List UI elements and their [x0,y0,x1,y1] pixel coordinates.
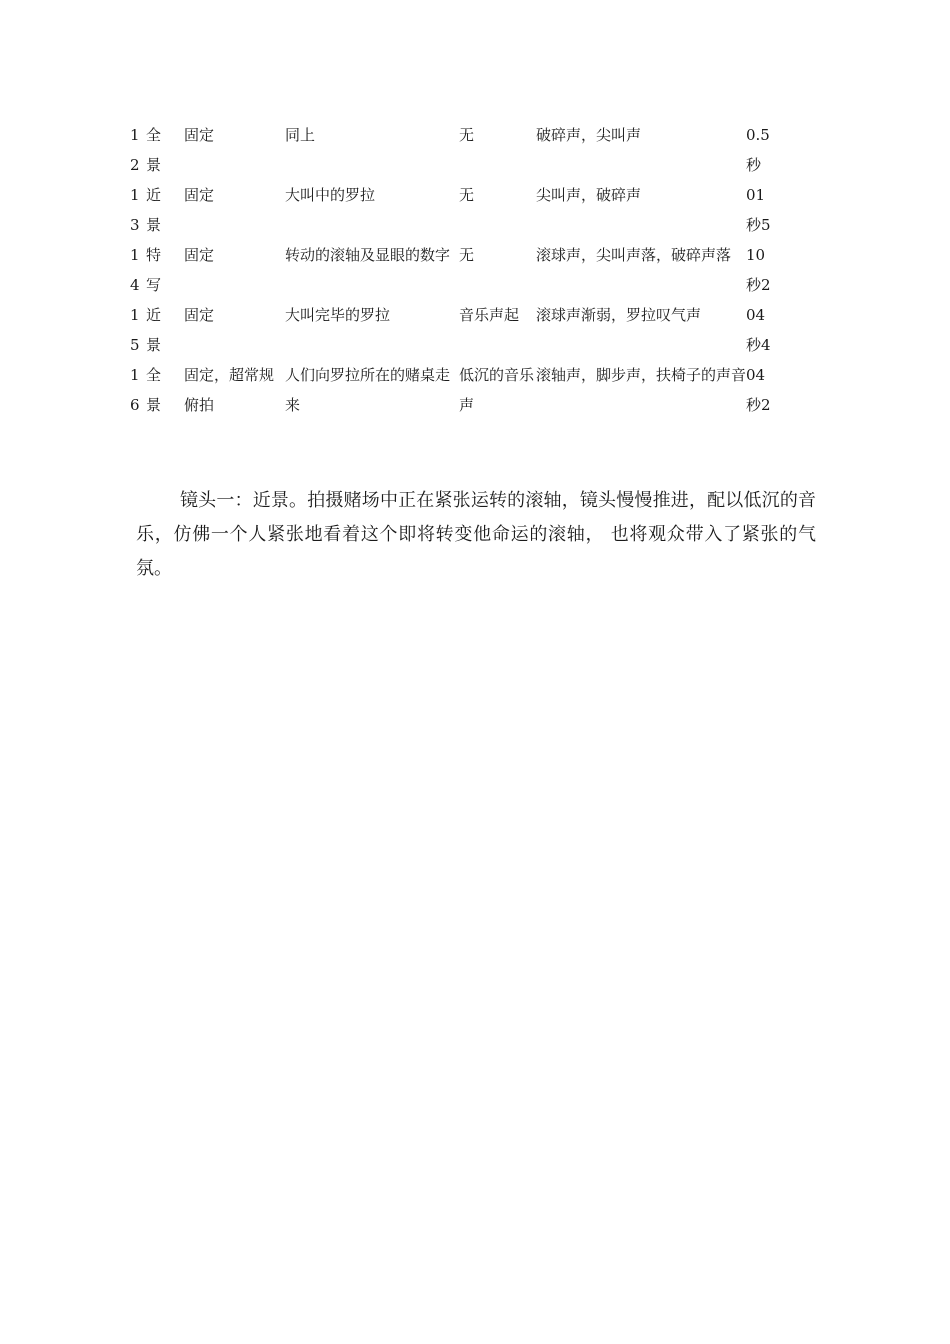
music-cell: 低沉的音乐声 [459,366,535,414]
camera-movement-cell: 固定，超常规俯拍 [184,366,275,414]
duration-cell: 0.5秒 [746,126,770,174]
sound-cell: 滚球声，尖叫声落，破碎声落 [536,246,732,264]
shot-content-cell: 转动的滚轴及显眼的数字 [285,246,451,264]
camera-movement-cell: 固定 [184,126,215,144]
camera-movement-cell: 固定 [184,186,215,204]
duration-cell: 10秒2 [746,246,771,294]
shot-number-cell: 12 [130,126,140,174]
sound-cell: 滚轴声，脚步声，扶椅子的声音 [536,366,746,384]
shot-content-cell: 大叫完毕的罗拉 [285,306,391,324]
sound-cell: 滚球声渐弱，罗拉叹气声 [536,306,702,324]
sound-cell: 破碎声，尖叫声 [536,126,642,144]
shot-number-cell: 13 [130,186,140,234]
shot-content-cell: 同上 [285,126,316,144]
camera-movement-cell: 固定 [184,246,215,264]
shot-size-cell: 近景 [146,186,162,234]
shot-description-paragraph: 镜头一：近景。拍摄赌场中正在紧张运转的滚轴，镜头慢慢推进，配以低沉的音乐，仿佛一个人紧张地看着这个即将转变他命运的滚轴， 也将观众带入了紧张的气氛。 [136,490,816,579]
table-row [130,180,790,240]
shot-number-cell: 14 [130,246,140,294]
music-cell: 音乐声起 [459,306,520,324]
shot-number-cell: 15 [130,306,140,354]
shot-size-cell: 全景 [146,366,162,414]
table-row [130,360,790,420]
duration-cell: 01秒5 [746,186,771,234]
shot-content-cell: 人们向罗拉所在的赌桌走来 [285,366,451,414]
shot-content-cell: 大叫中的罗拉 [285,186,376,204]
shot-size-cell: 近景 [146,306,162,354]
shot-list-table [130,120,790,420]
duration-cell: 04秒2 [746,366,771,414]
shot-size-cell: 全景 [146,126,162,174]
music-cell: 无 [459,126,475,144]
table-row [130,120,790,180]
camera-movement-cell: 固定 [184,306,215,324]
shot-number-cell: 16 [130,366,140,414]
duration-cell: 04秒4 [746,306,771,354]
table-row [130,240,790,300]
shot-size-cell: 特写 [146,246,162,294]
table-row [130,300,790,360]
music-cell: 无 [459,246,475,264]
sound-cell: 尖叫声，破碎声 [536,186,642,204]
music-cell: 无 [459,186,475,204]
